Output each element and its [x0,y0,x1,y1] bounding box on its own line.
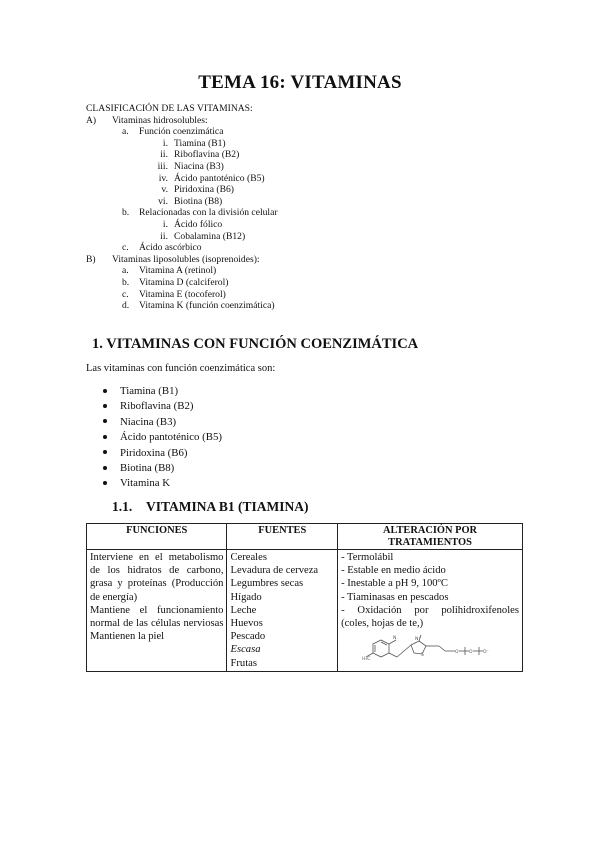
classification-item [122,265,216,277]
bullet-icon [103,466,107,470]
alteracion-item: - Oxidación por polihidroxifenoles (coles, hojas de te,) [341,604,519,630]
header-funciones: FUNCIONES [87,524,227,550]
classification-item [122,300,275,312]
bullet-item [103,476,170,491]
bullet-item [103,430,222,445]
classification-item [122,207,278,219]
list-text: Vitamina K (función coenzimática) [139,300,275,312]
fuente-item: Legumbres secas [230,578,304,590]
bullet-icon [103,389,107,393]
bullet-icon [103,450,107,454]
bullet-text: Ácido pantoténico (B5) [120,431,222,444]
list-marker: iii. [157,161,168,172]
alteracion-cell [338,550,523,672]
header-fuentes: FUENTES [227,524,338,550]
bullet-text: Riboflavina (B2) [120,400,194,413]
fuente-item: Leche [230,604,257,616]
list-marker: iv. [158,172,168,184]
list-marker: i. [162,137,168,149]
section-1-heading: 1. VITAMINAS CON FUNCIÓN COENZIMÁTICA [92,336,419,352]
fuente-item: Cereales [230,552,267,563]
fuentes-cell [227,550,338,672]
list-marker: c. [122,288,129,300]
classification-item [152,231,245,243]
list-text: Vitamina D (calciferol) [139,277,229,288]
bullet-icon [103,481,107,485]
list-text: Ácido pantoténico (B5) [174,172,265,184]
section-number: 1.1. [112,499,133,514]
list-text: Vitaminas liposolubles (isoprenoides): [112,253,260,265]
table-header-row [87,524,523,550]
classification-item [122,289,226,301]
svg-text:N: N [393,636,397,642]
alteracion-item: - Termolábil [341,552,394,563]
page-title: TEMA 16: VITAMINAS [198,72,402,93]
fuente-item: Levadura de cerveza [230,565,319,577]
list-marker: b. [122,277,130,288]
classification-item [152,196,222,208]
svg-text:O⁻: O⁻ [483,650,489,656]
list-marker: ii. [160,149,168,161]
list-text: Función coenzimática [139,126,224,138]
list-marker: d. [122,300,130,312]
bullet-icon [103,404,107,408]
thiamine-table [86,523,523,672]
list-marker: c. [122,242,129,254]
classification-item [122,242,202,254]
svg-text:S: S [421,653,424,659]
section-1-1-heading [112,499,309,515]
list-marker: ii. [160,230,168,242]
alteracion-item: - Inestable a pH 9, 100ºC [341,578,448,590]
bullet-text: Niacina (B3) [120,415,177,428]
list-marker: i. [162,219,168,230]
section-1-intro: Las vitaminas con función coenzimática son: [86,363,276,374]
svg-text:O: O [469,650,473,656]
bullet-text: Piridoxina (B6) [120,446,188,459]
bullet-item [103,461,174,476]
classification-item [152,219,222,231]
list-text: Piridoxina (B6) [174,184,234,196]
funcion-item: Interviene en el metabolismo de los hidratos de carbono, grasa y proteínas (Producción de energía) [90,552,224,603]
classification-item [86,115,208,127]
thiamine-structure-icon [359,634,509,668]
classification-item [152,138,226,150]
fuente-item-escasa: Escasa [230,644,261,656]
bullet-icon [103,435,107,439]
list-marker: v. [161,184,168,196]
bullet-text: Tiamina (B1) [120,385,179,397]
list-marker: a. [122,265,129,277]
header-alteracion: ALTERACIÓN POR TRATAMIENTOS [338,524,523,550]
list-text: Riboflavina (B2) [174,149,240,161]
alteracion-item: - Tiaminasas en pescados [341,591,449,603]
list-text: Biotina (B8) [174,195,223,207]
fuente-item: Hígado [230,591,262,603]
list-text: Vitamina A (retinol) [139,265,217,277]
list-text: Ácido ascórbico [139,242,202,254]
bullet-item [103,399,193,414]
list-text: Vitamina E (tocoferol) [139,288,226,300]
funciones-cell [87,550,227,672]
classification-item [122,126,223,138]
section-title: VITAMINA B1 (TIAMINA) [146,499,309,514]
bullet-icon [103,419,107,423]
bullet-item [103,446,187,461]
classification-item [152,161,224,173]
fuente-item: Huevos [230,618,263,630]
list-marker: B) [86,253,96,265]
svg-text:H₃C: H₃C [362,657,371,663]
bullet-item [103,384,178,399]
table-row [87,550,523,672]
list-text: Cobalamina (B12) [174,230,246,242]
list-text: Vitaminas hidrosolubles: [112,114,208,126]
classification-item [152,149,239,161]
classification-item [152,173,265,185]
classification-item [86,254,260,266]
svg-text:N⁺: N⁺ [415,637,421,643]
list-text: Tiamina (B1) [174,137,226,149]
bullet-item [103,415,176,430]
classification-item [152,184,234,196]
list-text: Relacionadas con la división celular [139,207,278,219]
bullet-text: Vitamina K [120,477,171,490]
alteracion-item: - Estable en medio ácido [341,565,446,577]
svg-text:O: O [455,650,459,656]
classification-heading: CLASIFICACIÓN DE LAS VITAMINAS: [86,103,253,114]
list-text: Ácido fólico [174,219,223,230]
list-marker: b. [122,207,130,219]
fuente-item: Pescado [230,631,266,643]
list-marker: vi. [158,195,168,207]
funcion-item: Mantiene el funcionamiento normal de las células nerviosas Mantienen la piel [90,604,224,643]
classification-item [122,277,228,289]
bullet-text: Biotina (B8) [120,462,175,474]
list-marker: A) [86,114,97,126]
fuente-item: Frutas [230,657,257,669]
list-text: Niacina (B3) [174,161,224,172]
list-marker: a. [122,126,129,138]
